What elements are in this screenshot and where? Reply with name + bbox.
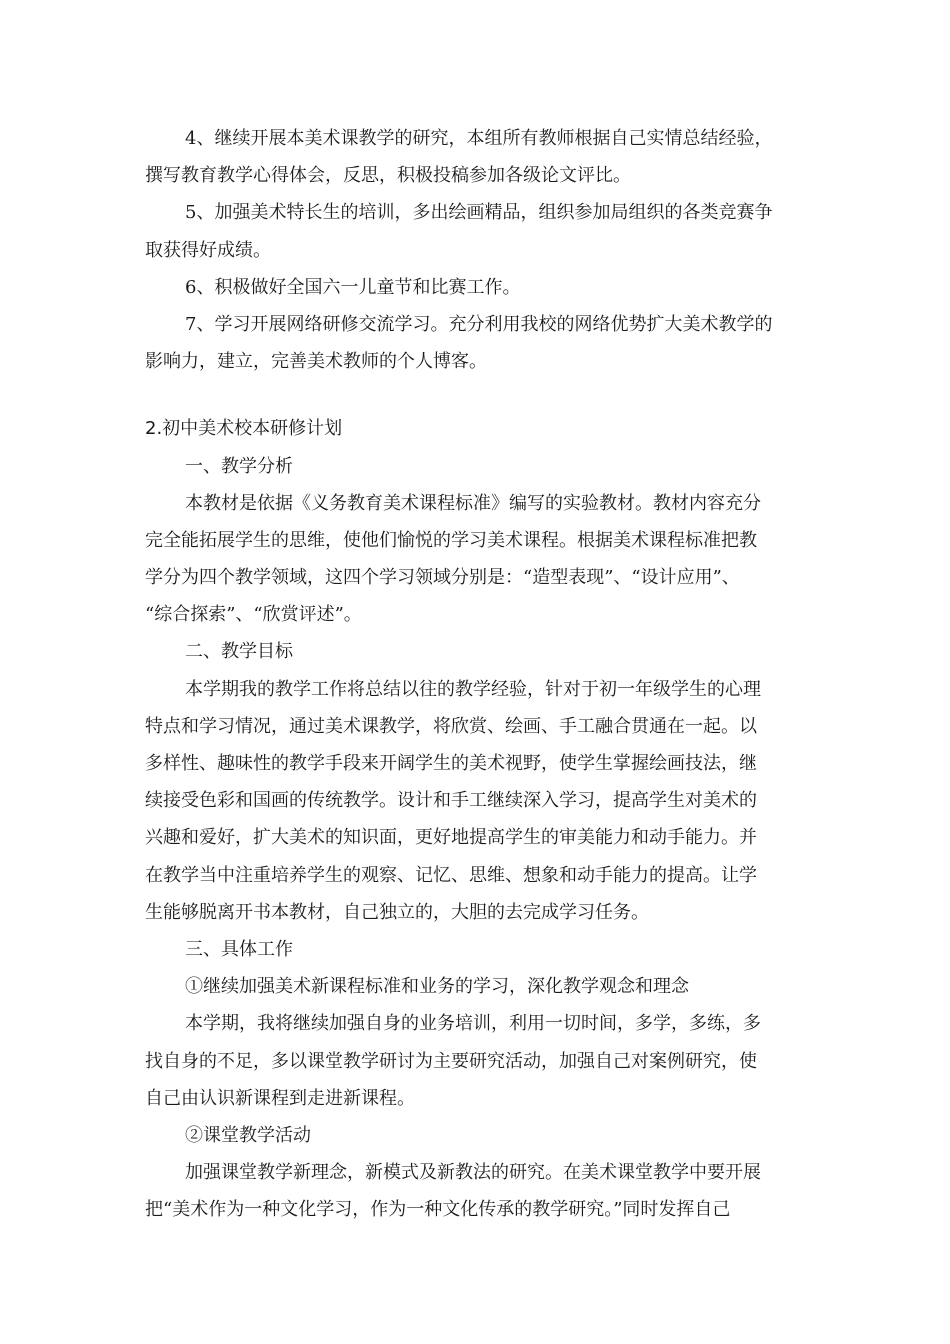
text-line: 加强课堂教学新理念，新模式及新教法的研究。在美术课堂教学中要开展 xyxy=(185,1162,761,1184)
text-line: 在教学当中注重培养学生的观察、记忆、思维、想象和动手能力的提高。让学 xyxy=(145,864,757,886)
section-gap xyxy=(145,380,805,410)
text-line: “综合探索”、“欣赏评述”。 xyxy=(145,604,362,626)
text-line: 学分为四个教学领域，这四个学习领域分别是：“造型表现”、“设计应用”、 xyxy=(145,567,740,589)
text-line: 多样性、趣味性的教学手段来开阔学生的美术视野，使学生掌握绘画技法，继 xyxy=(145,753,757,774)
text-line: 一、教学分析 xyxy=(185,455,293,477)
text-line: 生能够脱离开书本教材，自己独立的，大胆的去完成学习任务。 xyxy=(145,901,649,923)
text-line: 找自身的不足，多以课堂教学研讨为主要研究活动，加强自己对案例研究，使 xyxy=(145,1050,757,1072)
text-line: 特点和学习情况，通过美术课教学，将欣赏、绘画、手工融合贯通在一起。以 xyxy=(145,715,757,737)
section-previous-list xyxy=(145,120,805,380)
text-line: 6、积极做好全国六一儿童节和比赛工作。 xyxy=(185,276,521,298)
section-title: 2.初中美术校本研修计划 xyxy=(145,418,343,440)
text-line: 取获得好成绩。 xyxy=(145,239,271,261)
text-line: ①继续加强美术新课程标准和业务的学习，深化教学观念和理念 xyxy=(185,976,689,998)
text-line: 二、教学目标 xyxy=(185,641,293,663)
text-line: 本教材是依据《义务教育美术课程标准》编写的实验教材。教材内容充分 xyxy=(185,492,761,514)
text-line: ②课堂教学活动 xyxy=(185,1124,311,1146)
text-line: 把“美术作为一种文化学习，作为一种文化传承的教学研究。”同时发挥自己 xyxy=(145,1199,731,1221)
text-line: 续接受色彩和国画的传统教学。设计和手工继续深入学习，提高学生对美术的 xyxy=(145,790,757,812)
text-line: 本学期，我将继续加强自身的业务培训，利用一切时间，多学，多练，多 xyxy=(185,1013,761,1035)
text-line: 影响力，建立，完善美术教师的个人博客。 xyxy=(145,351,487,373)
section-research-plan xyxy=(145,410,805,1228)
text-line: 5、加强美术特长生的培训，多出绘画精品，组织参加局组织的各类竞赛争 xyxy=(185,202,773,224)
document-body xyxy=(145,120,805,1228)
text-line: 撰写教育教学心得体会，反思，积极投稿参加各级论文评比。 xyxy=(145,165,631,187)
text-line: 兴趣和爱好，扩大美术的知识面，更好地提高学生的审美能力和动手能力。并 xyxy=(145,827,757,849)
text-line: 本学期我的教学工作将总结以往的教学经验，针对于初一年级学生的心理 xyxy=(185,678,761,700)
text-line: 4、继续开展本美术课教学的研究，本组所有教师根据自己实情总结经验， xyxy=(185,128,773,149)
text-line: 三、具体工作 xyxy=(185,938,293,960)
text-line: 完全能拓展学生的思维，使他们愉悦的学习美术课程。根据美术课程标准把教 xyxy=(145,529,757,551)
text-line: 自己由认识新课程到走进新课程。 xyxy=(145,1087,415,1109)
text-line: 7、学习开展网络研修交流学习。充分利用我校的网络优势扩大美术教学的 xyxy=(185,313,773,335)
